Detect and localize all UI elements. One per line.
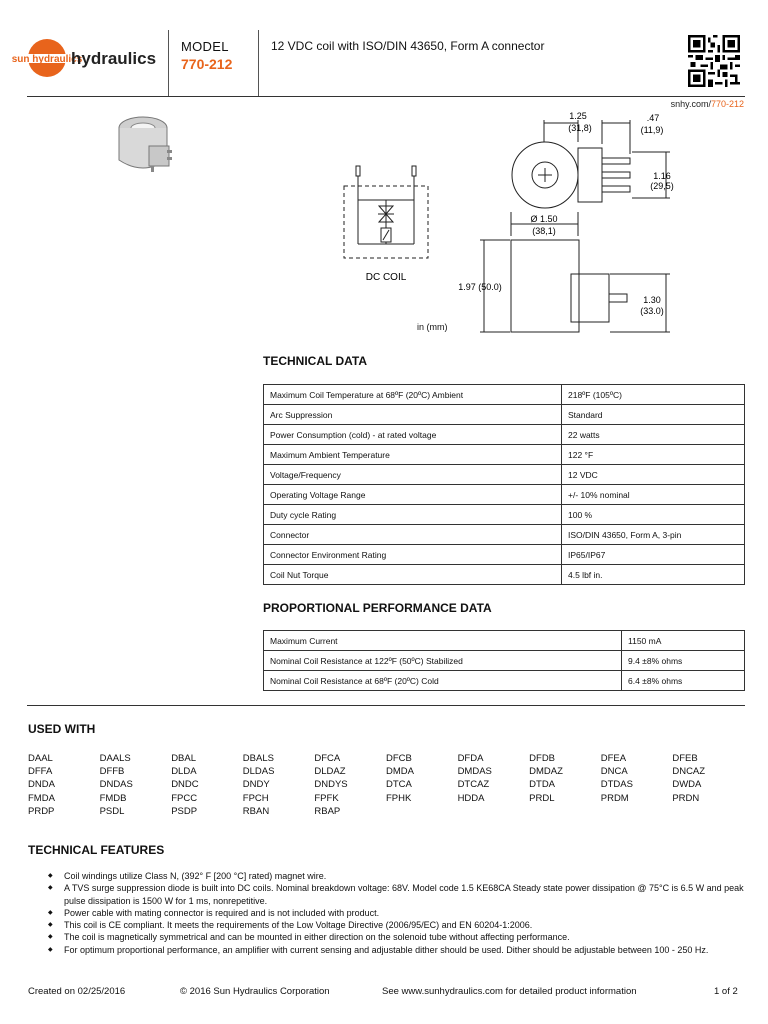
model-label: MODEL bbox=[181, 39, 229, 54]
used-with-heading: USED WITH bbox=[28, 722, 96, 736]
spec-label: Nominal Coil Resistance at 68ºF (20ºC) Cold bbox=[264, 671, 622, 691]
dim-width-mm: (31,8) bbox=[568, 123, 592, 133]
spec-label: Duty cycle Rating bbox=[264, 505, 562, 525]
used-with-item[interactable]: DFEB bbox=[672, 753, 698, 764]
feature-item: ◆ For optimum proportional performance, an amplifier with current sensing and adjustable dither should be used. Dither should be adjustable between 100 - 250 Hz. bbox=[28, 944, 748, 956]
used-with-item[interactable]: FPFK bbox=[314, 792, 339, 804]
footer-created-date: Created on 02/25/2016 bbox=[28, 986, 126, 997]
spec-value: 1150 mA bbox=[622, 631, 745, 651]
header-divider bbox=[258, 30, 259, 96]
used-with-grid bbox=[28, 752, 748, 818]
used-with-item[interactable]: DWDA bbox=[672, 779, 702, 791]
used-with-item[interactable]: RBAN bbox=[242, 805, 270, 817]
footer-copyright: © 2016 Sun Hydraulics Corporation bbox=[180, 986, 330, 997]
used-with-item[interactable]: DNDY bbox=[242, 779, 270, 791]
technical-data-row bbox=[264, 425, 745, 445]
used-with-item[interactable]: FMDB bbox=[99, 792, 127, 804]
spec-value: 4.5 lbf in. bbox=[562, 565, 745, 585]
dim-conn-height-mm: (33.0) bbox=[640, 306, 664, 316]
used-with-item[interactable]: DFDA bbox=[457, 753, 484, 764]
dim-depth: .47 bbox=[646, 113, 660, 123]
used-with-item[interactable]: PRDL bbox=[529, 792, 555, 804]
logo-sun-text: sun hydraulics bbox=[11, 54, 83, 65]
used-with-item[interactable]: FPHK bbox=[385, 792, 412, 804]
used-with-item[interactable]: DBAL bbox=[171, 753, 197, 764]
technical-data-row bbox=[264, 465, 745, 485]
spec-label: Nominal Coil Resistance at 122ºF (50ºC) Stabilized bbox=[264, 651, 622, 671]
feature-item: ◆ Power cable with mating connector is required and is not included with product. bbox=[28, 907, 748, 919]
used-with-item[interactable]: DTDAS bbox=[600, 779, 633, 791]
spec-label: Maximum Ambient Temperature bbox=[264, 445, 562, 465]
technical-features-list bbox=[28, 870, 748, 956]
spec-label: Arc Suppression bbox=[264, 405, 562, 425]
technical-data-row bbox=[264, 525, 745, 545]
used-with-item[interactable]: DAAL bbox=[28, 753, 53, 764]
spec-value: 100 % bbox=[562, 505, 745, 525]
used-with-item[interactable]: PSDL bbox=[99, 805, 125, 817]
used-with-item[interactable]: PRDN bbox=[672, 792, 700, 804]
header-rule bbox=[27, 96, 745, 97]
used-with-item[interactable]: DLDA bbox=[171, 766, 197, 778]
used-with-item[interactable]: DNDC bbox=[171, 779, 199, 791]
footer-website-note: See www.sunhydraulics.com for detailed product information bbox=[382, 986, 637, 997]
schematic-label: DC COIL bbox=[365, 272, 407, 283]
used-with-item[interactable]: DFCA bbox=[314, 753, 341, 764]
spec-value: 122 °F bbox=[562, 445, 745, 465]
header-divider bbox=[168, 30, 169, 96]
spec-label: Connector Environment Rating bbox=[264, 545, 562, 565]
used-with-item[interactable]: DNCAZ bbox=[672, 766, 706, 778]
dim-diameter: Ø 1.50 bbox=[530, 214, 558, 224]
used-with-item[interactable]: DFFA bbox=[28, 766, 53, 778]
used-with-item[interactable]: DNDA bbox=[28, 779, 55, 791]
used-with-item[interactable]: DFDB bbox=[529, 753, 556, 764]
used-with-item[interactable]: FPCC bbox=[171, 792, 198, 804]
used-with-item[interactable]: DNDAS bbox=[99, 779, 133, 791]
used-with-item[interactable]: DFFB bbox=[99, 766, 125, 778]
used-with-item[interactable]: DNCA bbox=[600, 766, 628, 778]
product-title: 12 VDC coil with ISO/DIN 43650, Form A connector bbox=[271, 39, 545, 53]
dimension-drawing bbox=[410, 110, 755, 345]
qr-code-icon[interactable] bbox=[688, 35, 740, 87]
used-with-item[interactable]: DTCAZ bbox=[457, 779, 490, 791]
used-with-item[interactable]: PRDP bbox=[28, 805, 55, 817]
used-with-item[interactable]: HDDA bbox=[457, 792, 485, 804]
used-with-item[interactable]: RBAP bbox=[314, 805, 341, 817]
feature-item: ◆ Coil windings utilize Class N, (392° F [200 °C] rated) magnet wire. bbox=[28, 870, 748, 882]
feature-item: ◆ A TVS surge suppression diode is built into DC coils. Nominal breakdown voltage: 68V. Model code 1.5 KE68CA Steady state power dissipation @ 75°C is 6.5 W and peak pulse dissipation is 1500 W for 1 ms, nonrepetitive. bbox=[28, 882, 748, 907]
units-label: in (mm) bbox=[417, 322, 448, 332]
proportional-data-heading: PROPORTIONAL PERFORMANCE DATA bbox=[263, 601, 492, 615]
dim-conn-height: 1.30 bbox=[643, 295, 661, 305]
used-with-item[interactable]: DLDAS bbox=[242, 766, 275, 778]
technical-data-row bbox=[264, 565, 745, 585]
technical-features-heading: TECHNICAL FEATURES bbox=[28, 843, 165, 857]
proportional-data-row bbox=[264, 671, 745, 691]
section-rule bbox=[27, 705, 745, 706]
feature-item: ◆ This coil is CE compliant. It meets the requirements of the Low Voltage Directive (2006/95/EC) and EN 60204-1:2006. bbox=[28, 919, 748, 931]
technical-data-row bbox=[264, 505, 745, 525]
spec-label: Voltage/Frequency bbox=[264, 465, 562, 485]
feature-item: ◆ The coil is magnetically symmetrical and can be mounted in either direction on the solenoid tube without affecting performance. bbox=[28, 931, 748, 943]
dim-height: 1.16 bbox=[653, 171, 671, 181]
used-with-item[interactable]: PSDP bbox=[171, 805, 198, 817]
url-model: 770-212 bbox=[710, 99, 744, 109]
dim-width: 1.25 bbox=[569, 111, 587, 121]
sun-hydraulics-logo bbox=[11, 36, 162, 80]
spec-label: Connector bbox=[264, 525, 562, 545]
used-with-item[interactable]: DMDAS bbox=[457, 766, 492, 778]
coil-product-image bbox=[105, 108, 195, 190]
proportional-data-row bbox=[264, 651, 745, 671]
spec-label: Maximum Current bbox=[264, 631, 622, 651]
spec-label: Power Consumption (cold) - at rated voltage bbox=[264, 425, 562, 445]
spec-label: Maximum Coil Temperature at 68ºF (20ºC) Ambient bbox=[264, 385, 562, 405]
used-with-item[interactable]: DFEA bbox=[600, 753, 627, 764]
spec-value: 9.4 ±8% ohms bbox=[622, 651, 745, 671]
dim-body-height: 1.97 (50.0) bbox=[458, 282, 502, 292]
used-with-item[interactable]: DBALS bbox=[242, 753, 274, 764]
proportional-data-row bbox=[264, 631, 745, 651]
spec-label: Coil Nut Torque bbox=[264, 565, 562, 585]
used-with-item[interactable]: DMDAZ bbox=[529, 766, 563, 778]
spec-value: Standard bbox=[562, 405, 745, 425]
model-number: 770-212 bbox=[181, 56, 233, 72]
used-with-item[interactable]: FPCH bbox=[242, 792, 269, 804]
technical-data-row bbox=[264, 545, 745, 565]
used-with-item[interactable]: DTDA bbox=[529, 779, 556, 791]
product-url-link[interactable] bbox=[671, 99, 744, 109]
logo-wordmark: hydraulics bbox=[71, 49, 157, 68]
spec-value: IP65/IP67 bbox=[562, 545, 745, 565]
proportional-data-table bbox=[263, 630, 745, 691]
spec-value: 22 watts bbox=[562, 425, 745, 445]
dim-depth-mm: (11,9) bbox=[640, 125, 664, 135]
url-prefix: snhy.com/ bbox=[670, 99, 711, 109]
dim-height-mm: (29,5) bbox=[650, 181, 674, 191]
spec-label: Operating Voltage Range bbox=[264, 485, 562, 505]
used-with-item[interactable]: DAALS bbox=[99, 753, 131, 764]
spec-value: 218ºF (105ºC) bbox=[562, 385, 745, 405]
used-with-item[interactable]: DTCA bbox=[385, 779, 412, 791]
used-with-item[interactable]: DFCB bbox=[385, 753, 412, 764]
used-with-item[interactable]: DMDA bbox=[385, 766, 414, 778]
technical-data-row bbox=[264, 445, 745, 465]
technical-data-row bbox=[264, 485, 745, 505]
used-with-item[interactable]: FMDA bbox=[28, 792, 55, 804]
dim-diameter-mm: (38,1) bbox=[532, 226, 556, 236]
used-with-item[interactable]: DNDYS bbox=[314, 779, 348, 791]
technical-data-heading: TECHNICAL DATA bbox=[263, 354, 367, 368]
spec-value: 6.4 ±8% ohms bbox=[622, 671, 745, 691]
spec-value: ISO/DIN 43650, Form A, 3-pin bbox=[562, 525, 745, 545]
spec-value: 12 VDC bbox=[562, 465, 745, 485]
used-with-item[interactable]: DLDAZ bbox=[314, 766, 346, 778]
technical-data-table bbox=[263, 384, 745, 585]
used-with-item[interactable]: PRDM bbox=[600, 792, 629, 804]
technical-data-row bbox=[264, 385, 745, 405]
footer-page-number: 1 of 2 bbox=[714, 986, 738, 997]
spec-value: +/- 10% nominal bbox=[562, 485, 745, 505]
technical-data-row bbox=[264, 405, 745, 425]
